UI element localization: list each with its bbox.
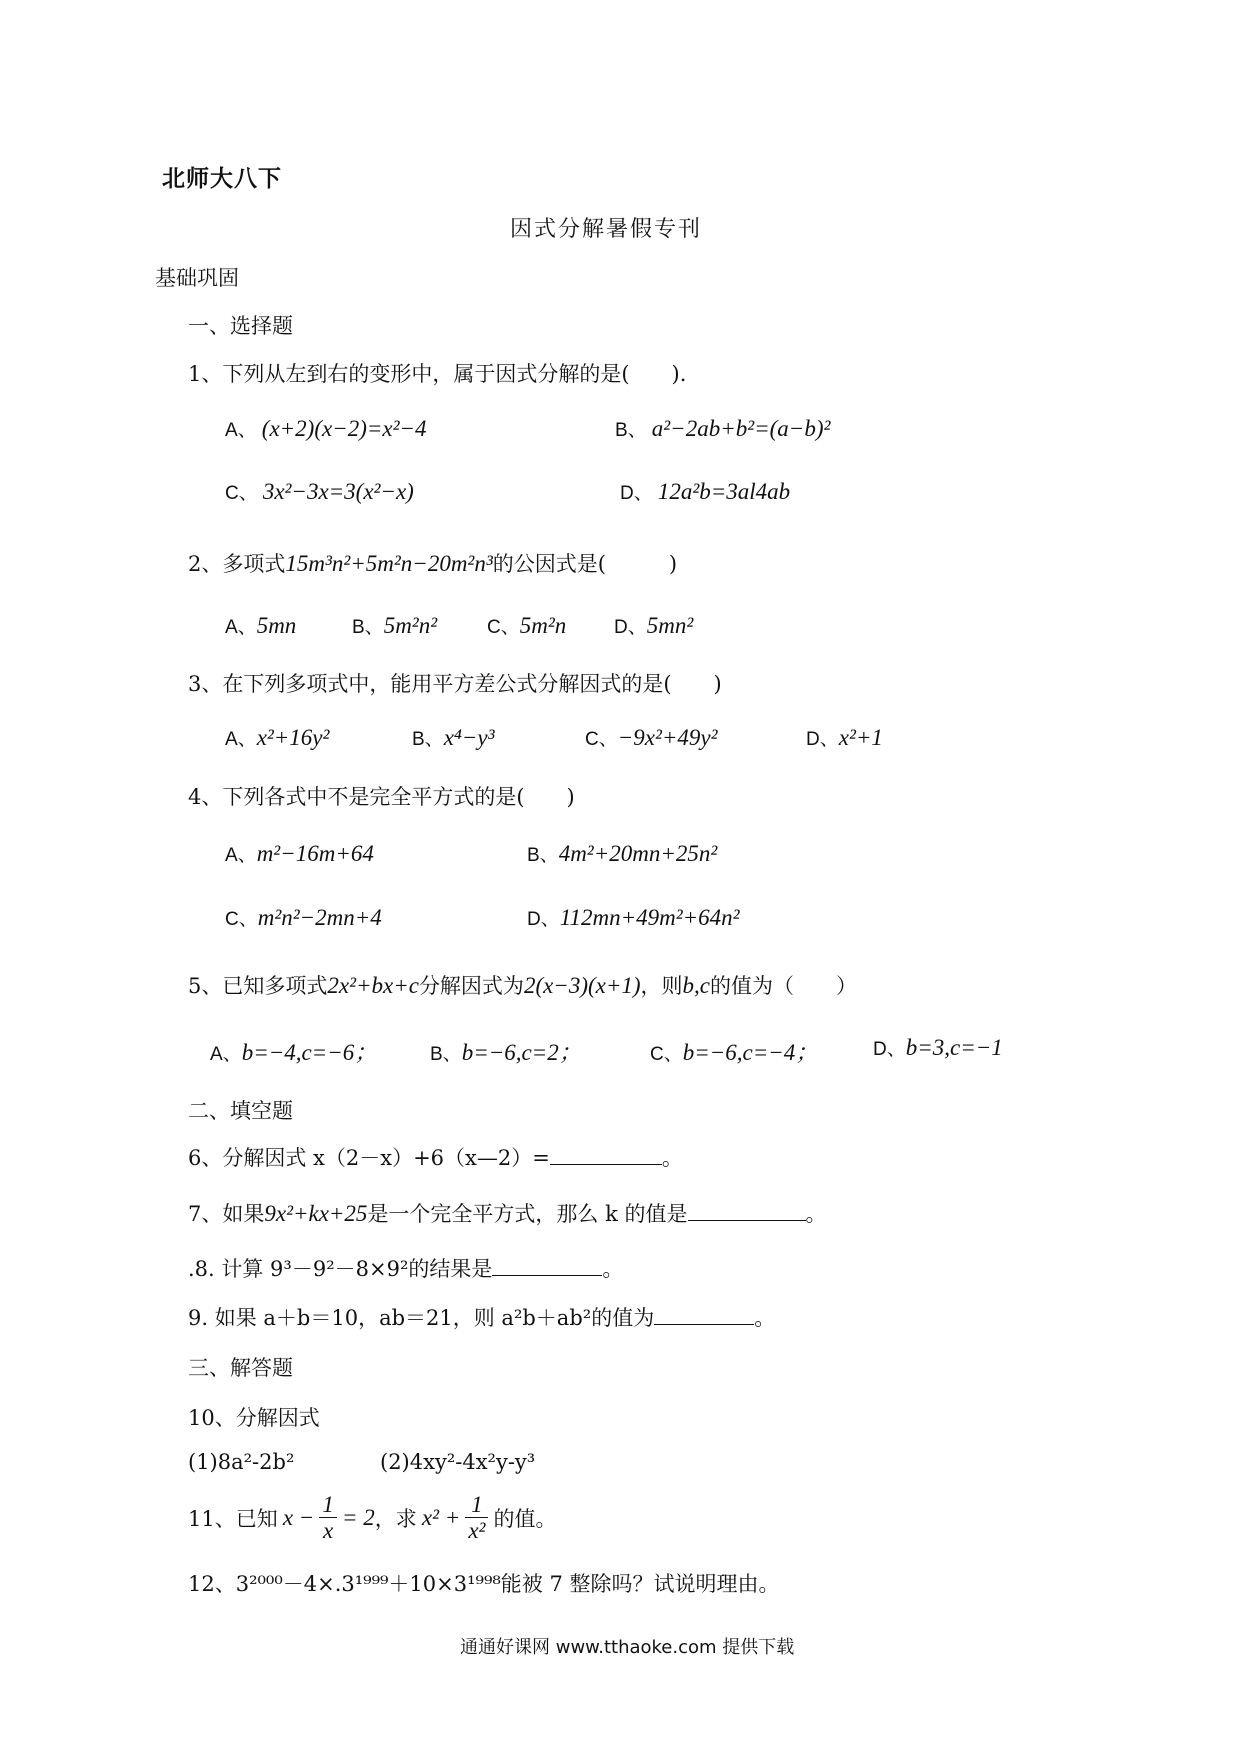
q2-stem bbox=[188, 548, 677, 578]
q1-b-label: B、 bbox=[615, 420, 647, 441]
q11-frac2-num: 1 bbox=[465, 1492, 488, 1518]
q3-d-label: D、 bbox=[806, 729, 839, 750]
q4-b-label: B、 bbox=[527, 845, 559, 866]
q10-part1: (1)8a²-2b² bbox=[188, 1450, 295, 1474]
q1-a-label: A、 bbox=[225, 420, 257, 441]
q1-c-label: C、 bbox=[225, 483, 258, 504]
q5-stem-pre: 5、已知多项式 bbox=[188, 974, 328, 998]
q2-d-expr: 5mn² bbox=[646, 613, 694, 638]
q4-option-d bbox=[527, 904, 740, 931]
q5-a-label: A、 bbox=[210, 1044, 242, 1065]
q5-c-label: C、 bbox=[650, 1044, 683, 1065]
q4-a-expr: m²−16m+64 bbox=[256, 841, 374, 866]
q6-answer-blank[interactable] bbox=[550, 1164, 662, 1165]
q8 bbox=[188, 1253, 623, 1283]
q5-b-expr: b=−6,c=2； bbox=[461, 1040, 582, 1065]
q3-a-label: A、 bbox=[225, 729, 257, 750]
q2-c-expr: 5m²n bbox=[519, 613, 567, 638]
q2-stem-post: 的公因式是( ) bbox=[492, 552, 678, 576]
q10-stem: 10、分解因式 bbox=[188, 1406, 320, 1430]
q11-fraction-1 bbox=[319, 1492, 337, 1544]
q11-fraction-2 bbox=[465, 1492, 488, 1544]
q2-option-a bbox=[225, 612, 296, 639]
q6 bbox=[188, 1142, 683, 1172]
q4-b-expr: 4m²+20mn+25n² bbox=[558, 841, 718, 866]
q11 bbox=[188, 1492, 557, 1544]
section-answer: 三、解答题 bbox=[188, 1356, 293, 1380]
q7-stem-pre: 7、如果 bbox=[188, 1202, 265, 1226]
q3-c-label: C、 bbox=[585, 729, 618, 750]
q11-frac1-num: 1 bbox=[319, 1492, 337, 1518]
q11-expr1-pre: x − bbox=[282, 1504, 315, 1530]
q3-option-d bbox=[806, 724, 883, 751]
q12-stem: 12、3²⁰⁰⁰－4×.3¹⁹⁹⁹＋10×3¹⁹⁹⁸能被 7 整除吗？试说明理由。 bbox=[188, 1572, 780, 1596]
q9-end: 。 bbox=[754, 1306, 776, 1330]
q6-stem: 6、分解因式 x（2－x）+6（x—2）= bbox=[188, 1146, 550, 1170]
q1-a-expr: (x+2)(x−2)=x²−4 bbox=[261, 416, 427, 441]
q5-stem-mid: 分解因式为 bbox=[418, 974, 524, 998]
q1-option-d bbox=[620, 478, 790, 505]
q4-c-expr: m²n²−2mn+4 bbox=[257, 905, 382, 930]
q11-expr2-pre: x² + bbox=[421, 1504, 461, 1530]
q4-option-a bbox=[225, 840, 374, 867]
q5-b-label: B、 bbox=[430, 1044, 462, 1065]
q5-option-d bbox=[873, 1034, 1003, 1061]
q5-a-expr: b=−4,c=−6； bbox=[241, 1040, 378, 1065]
footer-text: 通通好课网 www.tthaoke.com 提供下载 bbox=[460, 1637, 795, 1658]
q5-option-c bbox=[650, 1034, 818, 1067]
q5-d-expr: b=3,c=−1 bbox=[905, 1035, 1003, 1060]
section-choice: 一、选择题 bbox=[188, 314, 293, 338]
q2-c-label: C、 bbox=[487, 617, 520, 638]
q3-a-expr: x²+16y² bbox=[256, 725, 330, 750]
q4-option-c bbox=[225, 904, 382, 931]
q11-stem-pre: 11、已知 bbox=[188, 1506, 278, 1531]
q2-a-expr: 5mn bbox=[256, 613, 297, 638]
q2-option-d bbox=[614, 612, 693, 639]
q5-stem-post: 的值为（ ） bbox=[710, 974, 858, 998]
q5-d-label: D、 bbox=[873, 1039, 906, 1060]
q4-c-label: C、 bbox=[225, 909, 258, 930]
q3-d-expr: x²+1 bbox=[838, 725, 883, 750]
q9-stem: 9. 如果 a＋b＝10，ab＝21，则 a²b＋ab²的值为 bbox=[188, 1306, 655, 1330]
q1-option-c bbox=[225, 478, 414, 505]
section-basic: 基础巩固 bbox=[155, 266, 239, 290]
q5-c-expr: b=−6,c=−4； bbox=[682, 1040, 819, 1065]
q11-frac2-den: x² bbox=[468, 1518, 486, 1544]
q4-d-expr: 112mn+49m²+64n² bbox=[559, 905, 740, 930]
q10-part2: (2)4xy²-4x²y-y³ bbox=[380, 1450, 536, 1474]
page-title: 因式分解暑假专刊 bbox=[510, 216, 703, 241]
q1-option-a bbox=[225, 415, 427, 442]
q7-stem-expr: 9x²+kx+25 bbox=[264, 1201, 368, 1226]
q8-end: 。 bbox=[602, 1257, 624, 1281]
q5-option-a bbox=[210, 1034, 377, 1067]
q8-stem: .8. 计算 9³－9²－8×9²的结果是 bbox=[188, 1257, 493, 1281]
q1-d-label: D、 bbox=[620, 483, 653, 504]
q9-answer-blank[interactable] bbox=[654, 1324, 754, 1325]
q7 bbox=[188, 1198, 827, 1228]
q3-option-c bbox=[585, 724, 717, 751]
q3-b-expr: x⁴−y³ bbox=[443, 725, 495, 750]
q3-c-expr: −9x²+49y² bbox=[617, 725, 718, 750]
q2-a-label: A、 bbox=[225, 617, 257, 638]
q2-d-label: D、 bbox=[614, 617, 647, 638]
q3-option-b bbox=[412, 724, 495, 751]
header-label: 北师大八下 bbox=[162, 165, 282, 191]
q1-c-expr: 3x²−3x=3(x²−x) bbox=[262, 479, 414, 504]
q5-stem-expr1: 2x²+bx+c bbox=[327, 973, 419, 998]
q7-end: 。 bbox=[805, 1202, 827, 1226]
q2-stem-pre: 2、多项式 bbox=[188, 552, 286, 576]
q1-stem: 1、下列从左到右的变形中，属于因式分解的是( ). bbox=[188, 362, 687, 386]
section-fill: 二、填空题 bbox=[188, 1099, 293, 1123]
q1-option-b bbox=[615, 415, 830, 442]
q5-stem bbox=[188, 970, 857, 1000]
q9 bbox=[188, 1302, 775, 1332]
q4-d-label: D、 bbox=[527, 909, 560, 930]
q11-stem-post: 的值。 bbox=[493, 1506, 557, 1531]
q5-option-b bbox=[430, 1034, 582, 1067]
q6-end: 。 bbox=[661, 1146, 683, 1170]
q5-stem-expr3: b,c bbox=[682, 973, 711, 998]
q4-stem: 4、下列各式中不是完全平方式的是( ) bbox=[188, 785, 575, 809]
q11-frac1-den: x bbox=[323, 1518, 334, 1544]
q3-b-label: B、 bbox=[412, 729, 444, 750]
q3-stem: 3、在下列多项式中，能用平方差公式分解因式的是( ) bbox=[188, 672, 722, 696]
q7-stem-post: 是一个完全平方式，那么 k 的值是 bbox=[367, 1202, 688, 1226]
q2-b-label: B、 bbox=[352, 617, 384, 638]
q1-d-expr: 12a²b=3al4ab bbox=[657, 479, 791, 504]
q4-option-b bbox=[527, 840, 717, 867]
q4-a-label: A、 bbox=[225, 845, 257, 866]
q2-b-expr: 5m²n² bbox=[383, 613, 438, 638]
q7-answer-blank[interactable] bbox=[688, 1220, 806, 1221]
q2-option-b bbox=[352, 612, 437, 639]
q1-b-expr: a²−2ab+b²=(a−b)² bbox=[651, 416, 831, 441]
q3-option-a bbox=[225, 724, 329, 751]
q2-option-c bbox=[487, 612, 566, 639]
q5-stem-expr2: 2(x−3)(x+1) bbox=[523, 973, 641, 998]
q8-answer-blank[interactable] bbox=[492, 1275, 602, 1276]
q5-stem-mid2: ，则 bbox=[640, 974, 683, 998]
q2-stem-expr: 15m³n²+5m²n−20m²n³ bbox=[285, 551, 493, 576]
q11-mid: ，求 bbox=[374, 1506, 417, 1531]
q11-expr1-post: = 2 bbox=[342, 1504, 375, 1530]
